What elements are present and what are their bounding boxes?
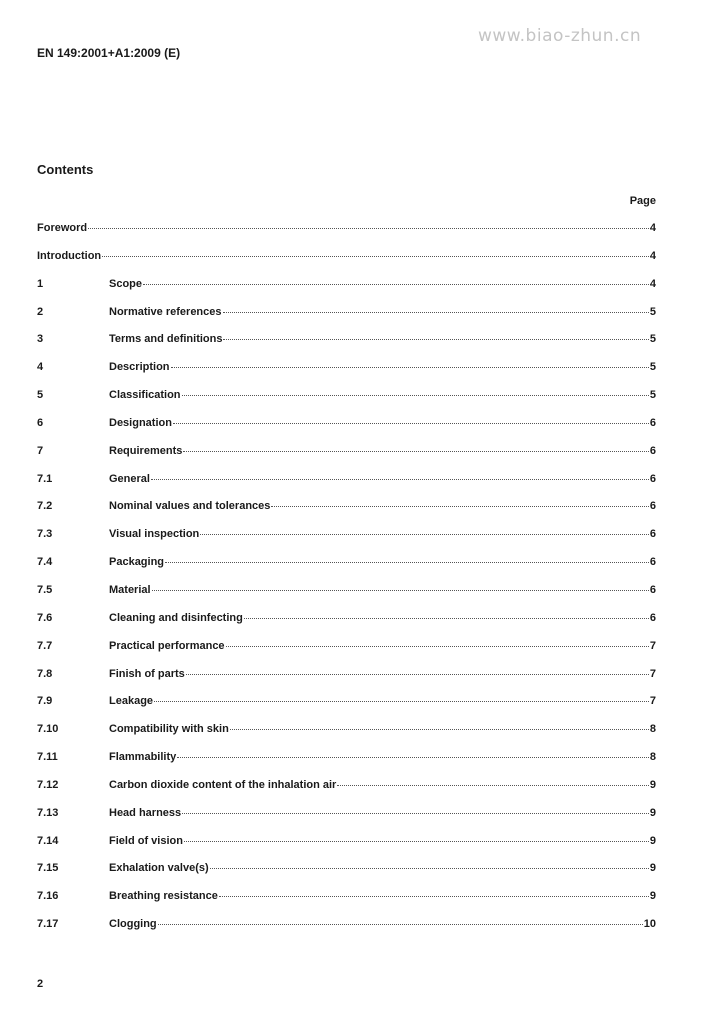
toc-entry-number: 7 xyxy=(37,444,44,457)
toc-entry-page: 5 xyxy=(649,305,656,318)
toc-entry-page: 9 xyxy=(649,806,656,819)
toc-entry-number: 7.2 xyxy=(37,500,53,513)
toc-leader-dots xyxy=(210,867,649,869)
toc-entry-title: Material xyxy=(109,583,151,596)
toc-entry[interactable] xyxy=(37,278,656,306)
toc-entry-page: 7 xyxy=(649,667,656,680)
toc-leader-dots xyxy=(88,227,649,229)
toc-entry-number: 7.5 xyxy=(37,583,53,596)
toc-entry-title: Cleaning and disinfecting xyxy=(109,611,243,624)
toc-entry-title: Classification xyxy=(109,389,181,402)
toc-entry-title: Leakage xyxy=(109,695,154,708)
toc-entry-page: 6 xyxy=(649,472,656,485)
toc-leader-dots xyxy=(186,673,649,675)
toc-entry-page: 6 xyxy=(649,416,656,429)
toc-entry-page: 9 xyxy=(649,862,656,875)
toc-entry-number: 7.11 xyxy=(37,751,58,764)
toc-entry-page: 4 xyxy=(649,277,656,290)
toc-entry-title: Field of vision xyxy=(109,834,183,847)
toc-entry-number: 7.7 xyxy=(37,639,53,652)
toc-entry-page: 8 xyxy=(649,751,656,764)
toc-entry-number: 2 xyxy=(37,305,44,318)
toc-entry-title: Visual inspection xyxy=(109,528,200,541)
toc-entry-page: 6 xyxy=(649,444,656,457)
toc-entry-page: 7 xyxy=(649,639,656,652)
toc-leader-dots xyxy=(143,283,649,285)
toc-entry[interactable] xyxy=(37,333,656,361)
contents-title: Contents xyxy=(37,162,94,177)
toc-entry-page: 6 xyxy=(649,583,656,596)
toc-leader-dots xyxy=(244,617,649,619)
toc-entry-number: 7.8 xyxy=(37,667,53,680)
toc-entry[interactable] xyxy=(37,862,656,890)
toc-entry-number: 1 xyxy=(37,277,44,290)
toc-leader-dots xyxy=(102,255,649,257)
toc-leader-dots xyxy=(226,645,649,647)
toc-entry-page: 8 xyxy=(649,723,656,736)
toc-entry[interactable] xyxy=(37,668,656,696)
toc-entry-page: 9 xyxy=(649,778,656,791)
toc-entry[interactable] xyxy=(37,528,656,556)
toc-entry-number: 7.9 xyxy=(37,695,53,708)
toc-leader-dots xyxy=(151,478,649,480)
toc-entry-page: 10 xyxy=(643,918,656,931)
toc-entry-number: 7.13 xyxy=(37,806,59,819)
toc-entry[interactable] xyxy=(37,890,656,918)
toc-entry[interactable] xyxy=(37,306,656,334)
toc-entry-title: Practical performance xyxy=(109,639,225,652)
toc-leader-dots xyxy=(171,366,649,368)
toc-leader-dots xyxy=(173,422,649,424)
toc-entry[interactable] xyxy=(37,445,656,473)
toc-leader-dots xyxy=(165,561,649,563)
toc-entry[interactable] xyxy=(37,361,656,389)
toc-leader-dots xyxy=(154,700,649,702)
toc-entry[interactable] xyxy=(37,612,656,640)
toc-entry-page: 6 xyxy=(649,528,656,541)
toc-entry-title: Normative references xyxy=(109,305,222,318)
toc-leader-dots xyxy=(223,338,648,340)
toc-leader-dots xyxy=(177,756,649,758)
toc-leader-dots xyxy=(337,784,649,786)
toc-entry-title: Finish of parts xyxy=(109,667,185,680)
toc-entry-number: 7.12 xyxy=(37,778,59,791)
toc-entry[interactable] xyxy=(37,835,656,863)
toc-entry-page: 6 xyxy=(649,556,656,569)
toc-entry-number: 7.1 xyxy=(37,472,53,485)
toc-entry-title: Introduction xyxy=(37,249,102,262)
toc-entry-title: Clogging xyxy=(109,918,157,931)
toc-entry-number: 7.17 xyxy=(37,918,59,931)
toc-entry-page: 5 xyxy=(649,389,656,402)
toc-entry-title: Exhalation valve(s) xyxy=(109,862,209,875)
standard-header: EN 149:2001+A1:2009 (E) xyxy=(37,46,181,60)
toc-entry-page: 7 xyxy=(649,695,656,708)
toc-entry-number: 5 xyxy=(37,389,44,402)
toc-entry[interactable] xyxy=(37,500,656,528)
toc-leader-dots xyxy=(182,812,649,814)
toc-leader-dots xyxy=(271,505,648,507)
toc-entry-title: Description xyxy=(109,361,170,374)
toc-leader-dots xyxy=(223,311,649,313)
toc-entry[interactable] xyxy=(37,389,656,417)
toc-entry-title: Designation xyxy=(109,416,172,429)
toc-leader-dots xyxy=(152,589,649,591)
toc-entry[interactable] xyxy=(37,556,656,584)
toc-leader-dots xyxy=(230,728,649,730)
toc-leader-dots xyxy=(183,450,649,452)
toc-leader-dots xyxy=(200,533,649,535)
toc-entry-title: Compatibility with skin xyxy=(109,723,229,736)
toc-entry[interactable] xyxy=(37,640,656,668)
page-number: 2 xyxy=(37,978,44,990)
toc-entry[interactable] xyxy=(37,751,656,779)
toc-entry-title: Nominal values and tolerances xyxy=(109,500,271,513)
toc-entry-number: 7.16 xyxy=(37,890,59,903)
toc-leader-dots xyxy=(158,923,643,925)
toc-entry[interactable] xyxy=(37,807,656,835)
toc-entry[interactable] xyxy=(37,918,656,946)
toc-entry-number: 6 xyxy=(37,416,44,429)
table-of-contents xyxy=(37,222,656,946)
toc-entry-page: 5 xyxy=(649,333,656,346)
toc-entry[interactable] xyxy=(37,473,656,501)
toc-entry-number: 7.15 xyxy=(37,862,59,875)
toc-entry-title: Packaging xyxy=(109,556,165,569)
toc-entry[interactable] xyxy=(37,250,656,278)
toc-entry-title: Head harness xyxy=(109,806,182,819)
toc-entry-page: 6 xyxy=(649,611,656,624)
toc-entry-title: Terms and definitions xyxy=(109,333,223,346)
toc-entry-title: Scope xyxy=(109,277,143,290)
toc-entry-page: 4 xyxy=(649,249,656,262)
toc-entry-title: Foreword xyxy=(37,222,88,234)
toc-entry-number: 4 xyxy=(37,361,44,374)
toc-entry-page: 4 xyxy=(649,222,656,234)
toc-leader-dots xyxy=(182,394,649,396)
toc-leader-dots xyxy=(219,895,649,897)
toc-entry-page: 6 xyxy=(649,500,656,513)
toc-entry-title: Carbon dioxide content of the inhalation air xyxy=(109,778,337,791)
toc-entry-title: Breathing resistance xyxy=(109,890,218,903)
toc-leader-dots xyxy=(184,840,649,842)
toc-entry-title: Requirements xyxy=(109,444,183,457)
toc-entry-number: 7.6 xyxy=(37,611,53,624)
toc-entry[interactable] xyxy=(37,417,656,445)
toc-entry-page: 9 xyxy=(649,834,656,847)
toc-entry-page: 5 xyxy=(649,361,656,374)
toc-entry-page: 9 xyxy=(649,890,656,903)
toc-entry[interactable] xyxy=(37,695,656,723)
toc-entry[interactable] xyxy=(37,779,656,807)
toc-entry[interactable] xyxy=(37,222,656,250)
toc-entry-number: 7.10 xyxy=(37,723,59,736)
toc-entry-number: 7.3 xyxy=(37,528,53,541)
toc-entry[interactable] xyxy=(37,723,656,751)
toc-entry-number: 7.14 xyxy=(37,834,59,847)
toc-entry-title: General xyxy=(109,472,150,485)
toc-entry-title: Flammability xyxy=(109,751,177,764)
watermark-text: www.biao-zhun.cn xyxy=(478,26,642,46)
page-column-heading: Page xyxy=(629,195,656,207)
toc-entry[interactable] xyxy=(37,584,656,612)
toc-entry-number: 7.4 xyxy=(37,556,53,569)
toc-entry-number: 3 xyxy=(37,333,44,346)
